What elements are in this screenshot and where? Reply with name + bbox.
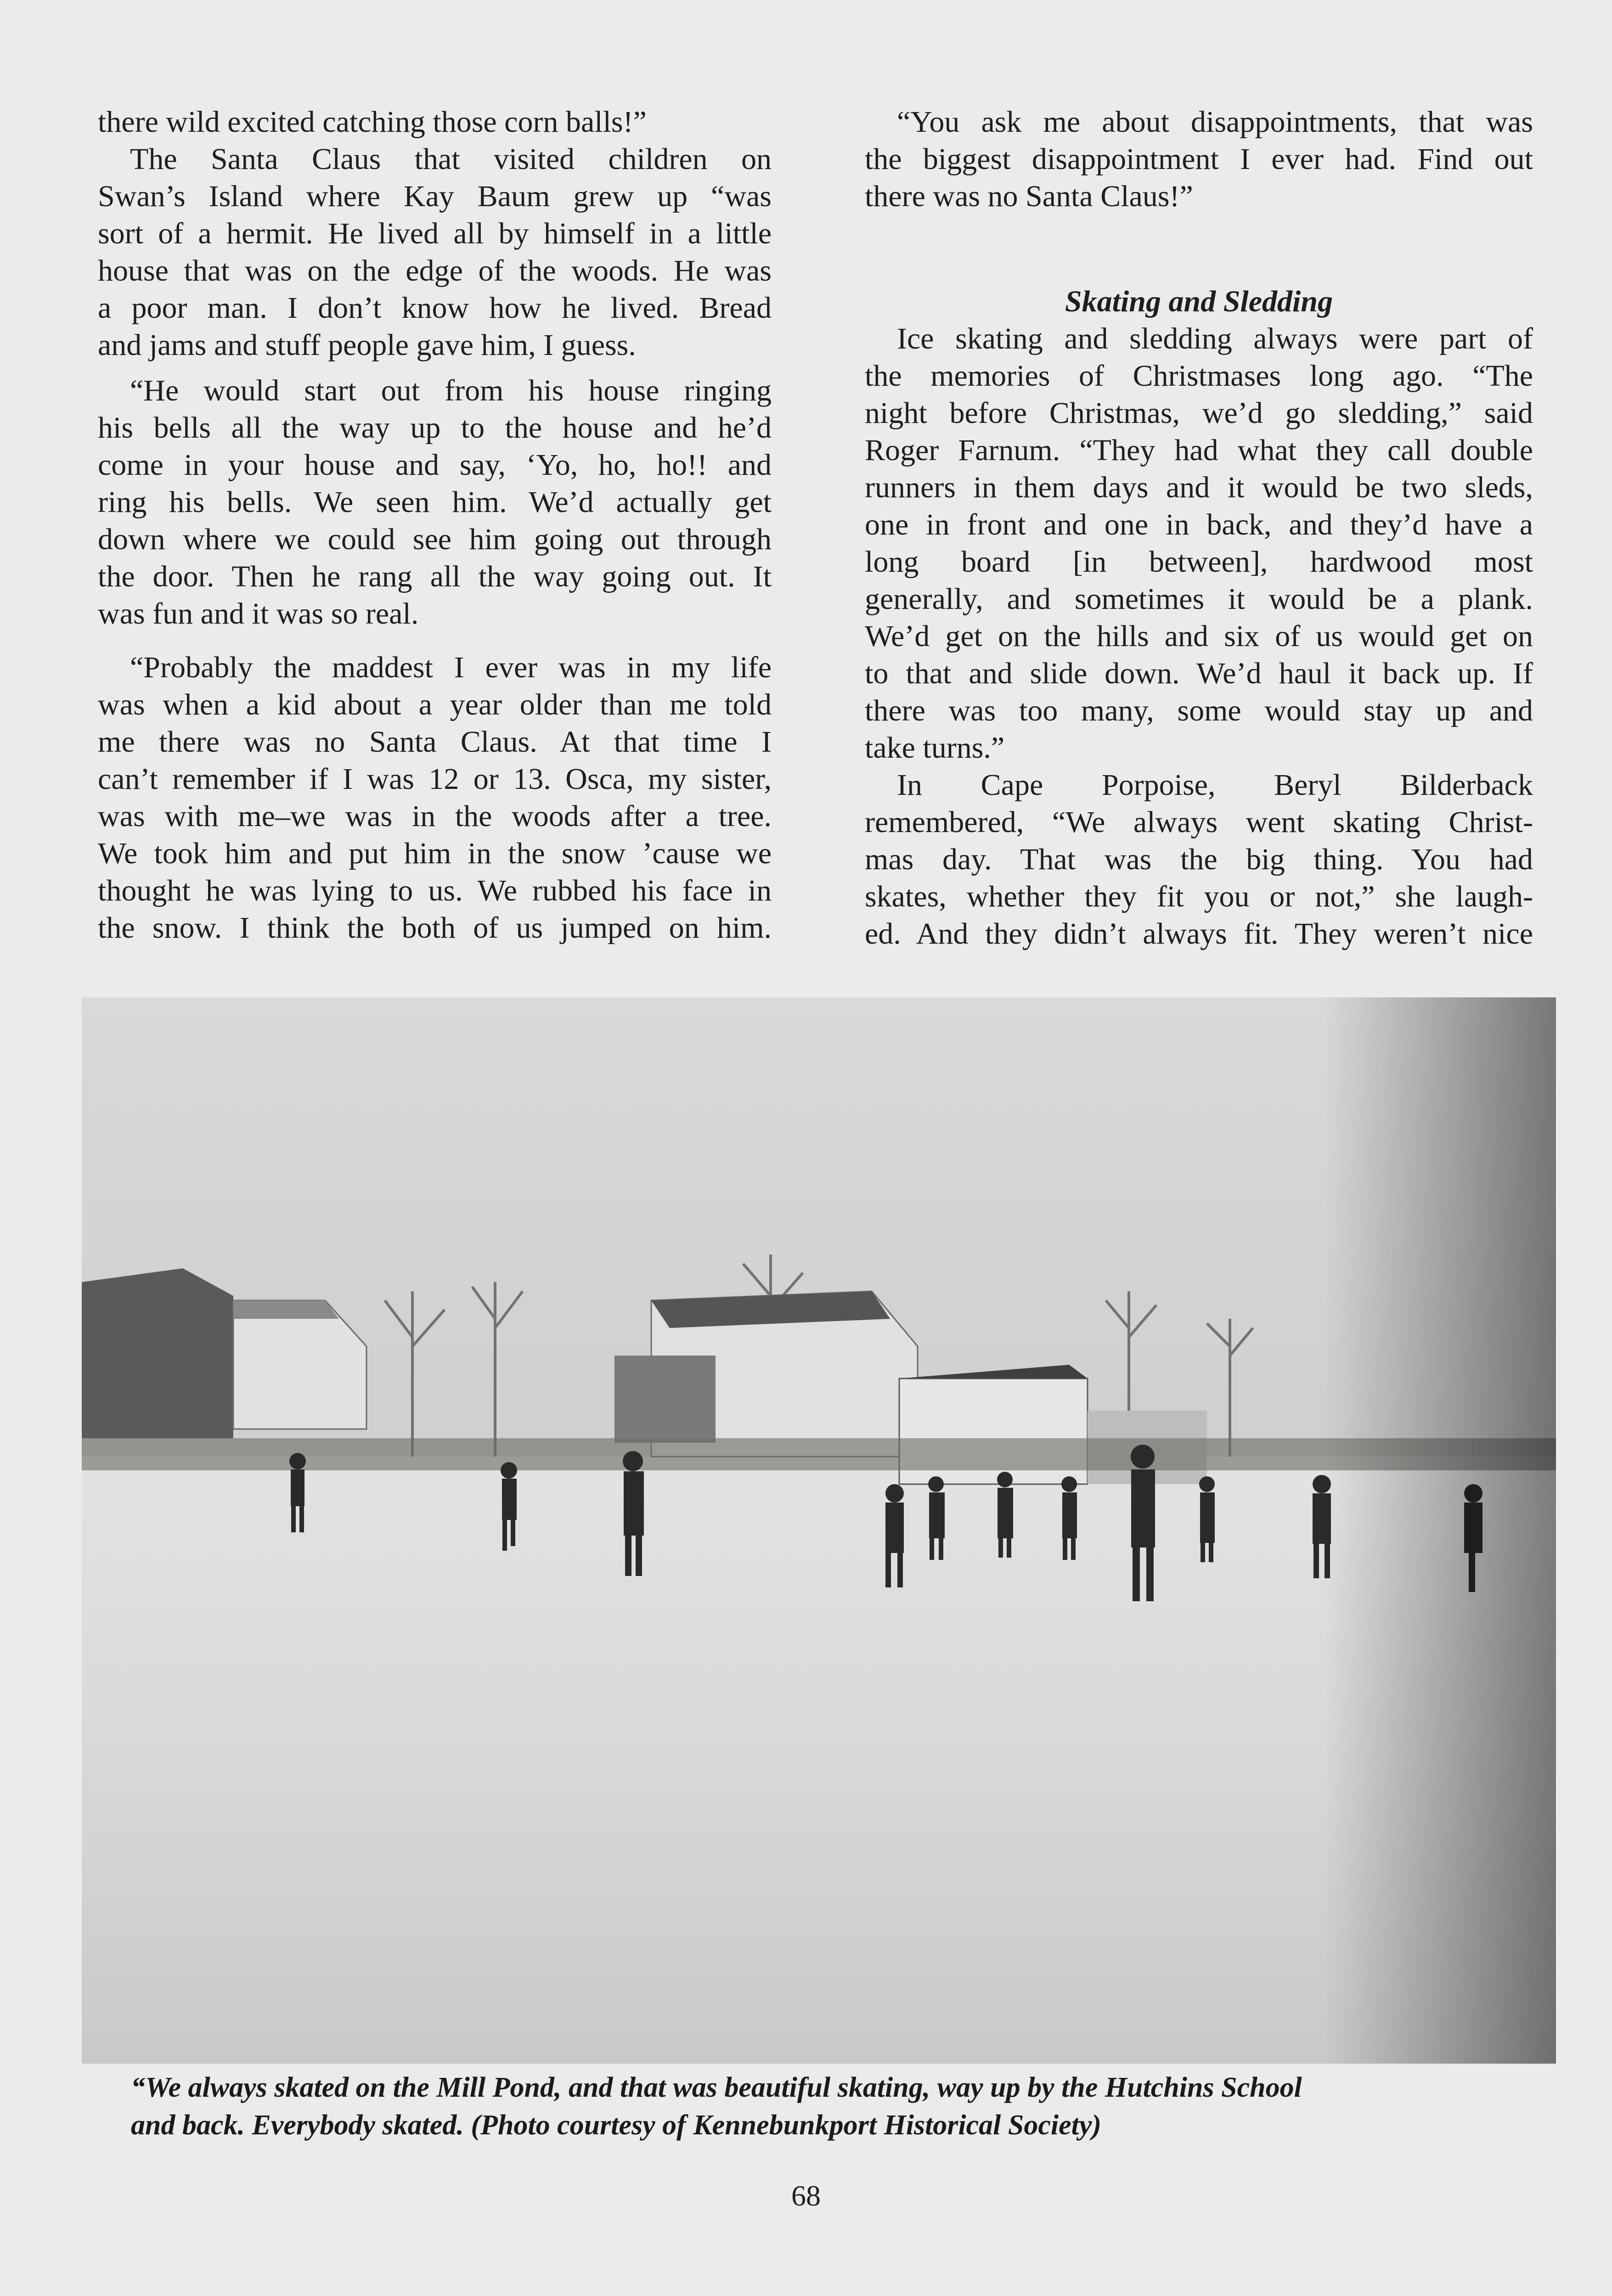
text-line: and jams and stuff people gave him, I guess. [98, 328, 636, 362]
text-line: was fun and it was so real. [98, 597, 419, 630]
text-line: Roger Farnum. “They had what they call double [865, 433, 1533, 467]
text-line: the snow. I think the both of us jumped on him. [98, 911, 772, 945]
paragraph-bells [98, 372, 772, 632]
text-line: was with me–we was in the woods after a tree. [98, 799, 772, 833]
page-number: 68 [791, 2179, 821, 2212]
right-column [865, 103, 1533, 952]
skating-photo [82, 997, 1556, 2064]
text-line: In Cape Porpoise, Beryl Bilderback [897, 768, 1533, 802]
paragraph-maddest [98, 649, 772, 946]
text-line: there was too many, some would stay up and [865, 694, 1533, 727]
text-line: Ice skating and sledding always were part of [897, 322, 1533, 355]
text-line: “Probably the maddest I ever was in my life [130, 651, 772, 684]
text-line: take turns.” [865, 731, 1005, 765]
paragraph-santa-hermit [98, 141, 772, 364]
paragraph-sledding [865, 320, 1533, 766]
photo-right-vignette [1322, 997, 1556, 2064]
caption-line: and back. Everybody skated. (Photo courtesy of Kennebunkport Historical Society) [131, 2110, 1102, 2141]
text-line: me there was no Santa Claus. At that time I [98, 725, 772, 759]
text-line: ring his bells. We seen him. We’d actually get [98, 485, 772, 519]
paragraph-corn-balls [98, 103, 772, 141]
text-line: his bells all the way up to the house and he’d [98, 411, 772, 445]
text-line: We’d get on the hills and six of us would get on [865, 619, 1533, 653]
text-line: thought he was lying to us. We rubbed his face in [98, 874, 772, 907]
paragraph-disappointments [865, 103, 1533, 215]
text-line: night before Christmas, we’d go sledding,” said [865, 396, 1533, 430]
text-line: was when a kid about a year older than me told [98, 688, 772, 721]
text-line: down where we could see him going out through [98, 523, 772, 556]
text-line: We took him and put him in the snow ’cause we [98, 837, 772, 870]
left-column [98, 103, 772, 946]
text-line: runners in them days and it would be two sleds, [865, 471, 1533, 504]
text-line: skates, whether they fit you or not,” she laugh- [865, 880, 1533, 913]
text-line: can’t remember if I was 12 or 13. Osca, my sister, [98, 762, 772, 796]
section-heading: Skating and Sledding [1065, 285, 1333, 318]
porch [614, 1356, 716, 1443]
text-line: to that and slide down. We’d haul it back up. If [865, 657, 1533, 690]
text-line: mas day. That was the big thing. You had [865, 843, 1533, 876]
text-line: come in your house and say, ‘Yo, ho, ho!! and [98, 448, 772, 482]
text-line: Swan’s Island where Kay Baum grew up “was [98, 180, 772, 213]
text-line: the door. Then he rang all the way going out. It [98, 560, 772, 593]
text-line: “You ask me about disappointments, that was [897, 105, 1533, 139]
text-line: a poor man. I don’t know how he lived. Bread [98, 291, 772, 325]
barn [82, 1268, 233, 1438]
photo-illustration [82, 997, 1556, 2064]
text-line: there wild excited catching those corn balls!” [98, 105, 647, 139]
text-line: remembered, “We always went skating Christ- [865, 805, 1533, 839]
photo-caption [131, 2069, 1490, 2144]
text-line: there was no Santa Claus!” [865, 180, 1193, 213]
text-line: sort of a hermit. He lived all by himself in a little [98, 217, 772, 250]
text-line: “He would start out from his house ringing [130, 374, 772, 407]
text-line: The Santa Claus that visited children on [130, 142, 772, 176]
text-line: the biggest disappointment I ever had. Find out [865, 142, 1533, 176]
caption-line: “We always skated on the Mill Pond, and that was beautiful skating, way up by the Hutchins School [131, 2072, 1302, 2103]
text-line: long board [in between], hardwood most [865, 545, 1533, 579]
text-line: one in front and one in back, and they’d have a [865, 508, 1533, 541]
paragraph-cape-porpoise [865, 766, 1533, 952]
text-line: ed. And they didn’t always fit. They weren’t nice [865, 917, 1533, 951]
text-line: generally, and sometimes it would be a plank. [865, 582, 1533, 616]
text-line: the memories of Christmases long ago. “The [865, 359, 1533, 393]
text-line: house that was on the edge of the woods. He was [98, 254, 772, 287]
white-house-left-roof [233, 1300, 339, 1319]
